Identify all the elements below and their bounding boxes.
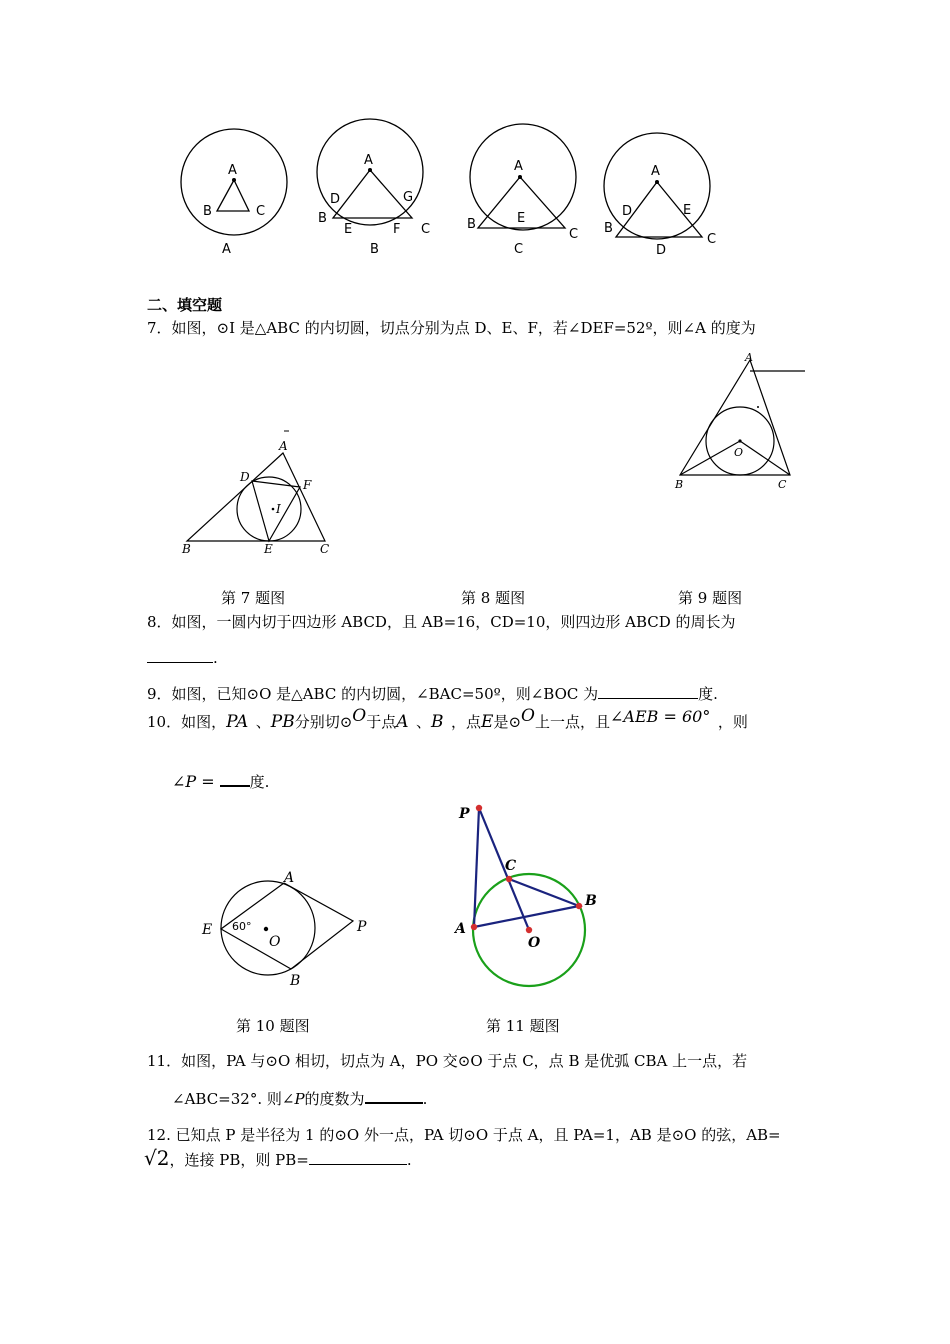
segment-bo <box>680 441 740 475</box>
label-c: C <box>505 858 517 874</box>
figure-9 <box>670 350 810 495</box>
q10-pa: PA <box>226 712 249 732</box>
label-f: F <box>393 222 401 237</box>
q10-part: 分别切⊙ <box>294 713 353 731</box>
label-o: O <box>528 935 541 951</box>
figure-7 <box>175 425 345 565</box>
section-title: 二、填空题 <box>147 296 223 314</box>
figure-7-caption: 第 7 题图 <box>221 589 286 607</box>
triangle <box>333 170 412 218</box>
q11-text: 的度数为 <box>304 1090 365 1108</box>
q10-part: 是⊙ <box>493 713 522 731</box>
question-8-answer <box>147 648 218 668</box>
q10-b: B <box>431 712 444 732</box>
question-10-answer <box>172 771 269 792</box>
label-i: I <box>276 502 281 516</box>
label-b: B <box>604 221 613 236</box>
point-o <box>526 927 532 933</box>
period: . <box>213 649 218 667</box>
q11-p: P <box>294 1090 305 1108</box>
label-b: B <box>318 211 327 226</box>
vertex-point <box>655 180 659 184</box>
point-c <box>506 876 512 882</box>
label-c: C <box>569 227 579 242</box>
label-e: E <box>683 203 692 218</box>
dot <box>757 406 759 408</box>
question-9-unit: 度. <box>698 685 718 703</box>
option-caption: D <box>656 243 667 258</box>
question-9-text: 9．如图，已知⊙O 是△ABC 的内切圆，∠BAC=50º，则∠BOC 为 <box>147 685 599 703</box>
answer-blank <box>598 684 698 699</box>
figure-option-d <box>604 133 710 239</box>
q10-angle-p: ∠P = <box>172 772 215 791</box>
label-d: D <box>330 192 341 207</box>
answer-blank <box>309 1150 407 1165</box>
label-c: C <box>707 232 717 247</box>
label-a: A <box>514 159 523 174</box>
figure-11-caption: 第 11 题图 <box>486 1017 560 1035</box>
q10-part: 10．如图， <box>147 713 227 731</box>
q10-part: 于点 <box>366 713 397 731</box>
question-9 <box>147 684 718 704</box>
q10-e: E <box>481 712 494 732</box>
label-b: B <box>290 973 301 989</box>
label-p: P <box>459 806 470 822</box>
question-12: 12. 已知点 P 是半径为 1 的⊙O 外一点，PA 切⊙O 于点 A，且 PA=1，AB 是⊙O 的弦，AB= <box>147 1126 781 1144</box>
q10-a: A <box>396 712 409 732</box>
triangle <box>217 180 249 211</box>
label-p: P <box>357 919 367 935</box>
label-o: O <box>734 446 744 459</box>
label-a: A <box>279 439 288 453</box>
vertex-point <box>232 178 236 182</box>
center-point <box>264 927 268 931</box>
q10-o: O <box>521 706 535 726</box>
figure-9-caption: 第 9 题图 <box>678 589 743 607</box>
label-d: D <box>240 470 250 484</box>
figure-10-caption: 第 10 题图 <box>236 1017 310 1035</box>
label-a: A <box>364 153 373 168</box>
figure-8-caption: 第 8 题图 <box>461 589 526 607</box>
label-a: A <box>455 921 466 937</box>
q11-text: ∠ABC=32°. 则∠ <box>172 1090 295 1108</box>
label-b: B <box>467 217 476 232</box>
figure-11 <box>450 800 610 990</box>
vertex-point <box>368 168 372 172</box>
label-d: D <box>622 204 633 219</box>
label-c: C <box>421 222 431 237</box>
question-10 <box>147 706 748 732</box>
label-e: E <box>264 542 273 556</box>
vertex-point <box>518 175 522 179</box>
period: . <box>422 1090 428 1108</box>
label-b: B <box>675 478 684 491</box>
period: . <box>406 1151 412 1169</box>
label-a: A <box>651 164 660 179</box>
label-g: G <box>403 190 414 205</box>
segment-po <box>479 808 529 930</box>
label-a: A <box>284 870 295 886</box>
q12-text: ，连接 PB，则 PB= <box>169 1151 309 1169</box>
circle <box>604 133 710 239</box>
tangent-lines <box>284 883 353 969</box>
point-a <box>471 924 477 930</box>
center-point <box>272 508 275 511</box>
label-f: F <box>303 478 312 492</box>
q10-part: 、 <box>255 713 271 731</box>
option-caption: B <box>370 242 379 257</box>
segment-co <box>740 441 790 475</box>
point-p <box>476 805 482 811</box>
figure-10 <box>195 865 380 995</box>
label-c: C <box>778 478 787 491</box>
q10-part: 上一点，且 <box>534 713 610 731</box>
label-e: E <box>517 211 526 226</box>
top-figures <box>170 112 730 262</box>
incircle <box>237 477 301 541</box>
label-a: A <box>228 163 237 178</box>
q10-part: ，点 <box>451 713 482 731</box>
label-a: A <box>745 351 753 364</box>
question-7: 7．如图，⊙I 是△ABC 的内切圆，切点分别为点 D、E、F，若∠DEF=52º，则∠A 的度为 <box>147 319 756 337</box>
answer-blank <box>147 648 213 663</box>
label-e: E <box>202 922 213 938</box>
question-8: 8．如图，一圆内切于四边形 ABCD，且 AB=16，CD=10，则四边形 ABCD 的周长为 <box>147 613 736 631</box>
sqrt-two: √2 <box>144 1146 170 1170</box>
q10-pb: PB <box>270 712 295 732</box>
q10-o: O <box>352 706 367 726</box>
label-b: B <box>585 893 597 909</box>
q10-unit: 度. <box>249 773 270 791</box>
center-point <box>738 439 741 442</box>
question-11-answer <box>172 1088 427 1109</box>
label-c: C <box>320 542 330 556</box>
option-caption: A <box>222 242 231 257</box>
q10-part: 、 <box>416 713 432 731</box>
label-b: B <box>203 204 212 219</box>
label-e: E <box>344 222 353 237</box>
question-12-answer <box>144 1148 412 1170</box>
angle-label: 60° <box>232 920 252 933</box>
label-c: C <box>256 204 266 219</box>
answer-blank <box>220 771 250 787</box>
label-o: O <box>269 934 281 950</box>
option-caption: C <box>514 242 524 257</box>
label-b: B <box>182 542 191 556</box>
q10-angle-aeb: ∠AEB = 60° <box>610 707 711 726</box>
point-b <box>576 903 582 909</box>
q10-part: ，则 <box>717 713 748 731</box>
answer-blank <box>365 1088 423 1104</box>
question-11: 11．如图，PA 与⊙O 相切，切点为 A，PO 交⊙O 于点 C，点 B 是优弧 CBA 上一点，若 <box>147 1052 748 1070</box>
